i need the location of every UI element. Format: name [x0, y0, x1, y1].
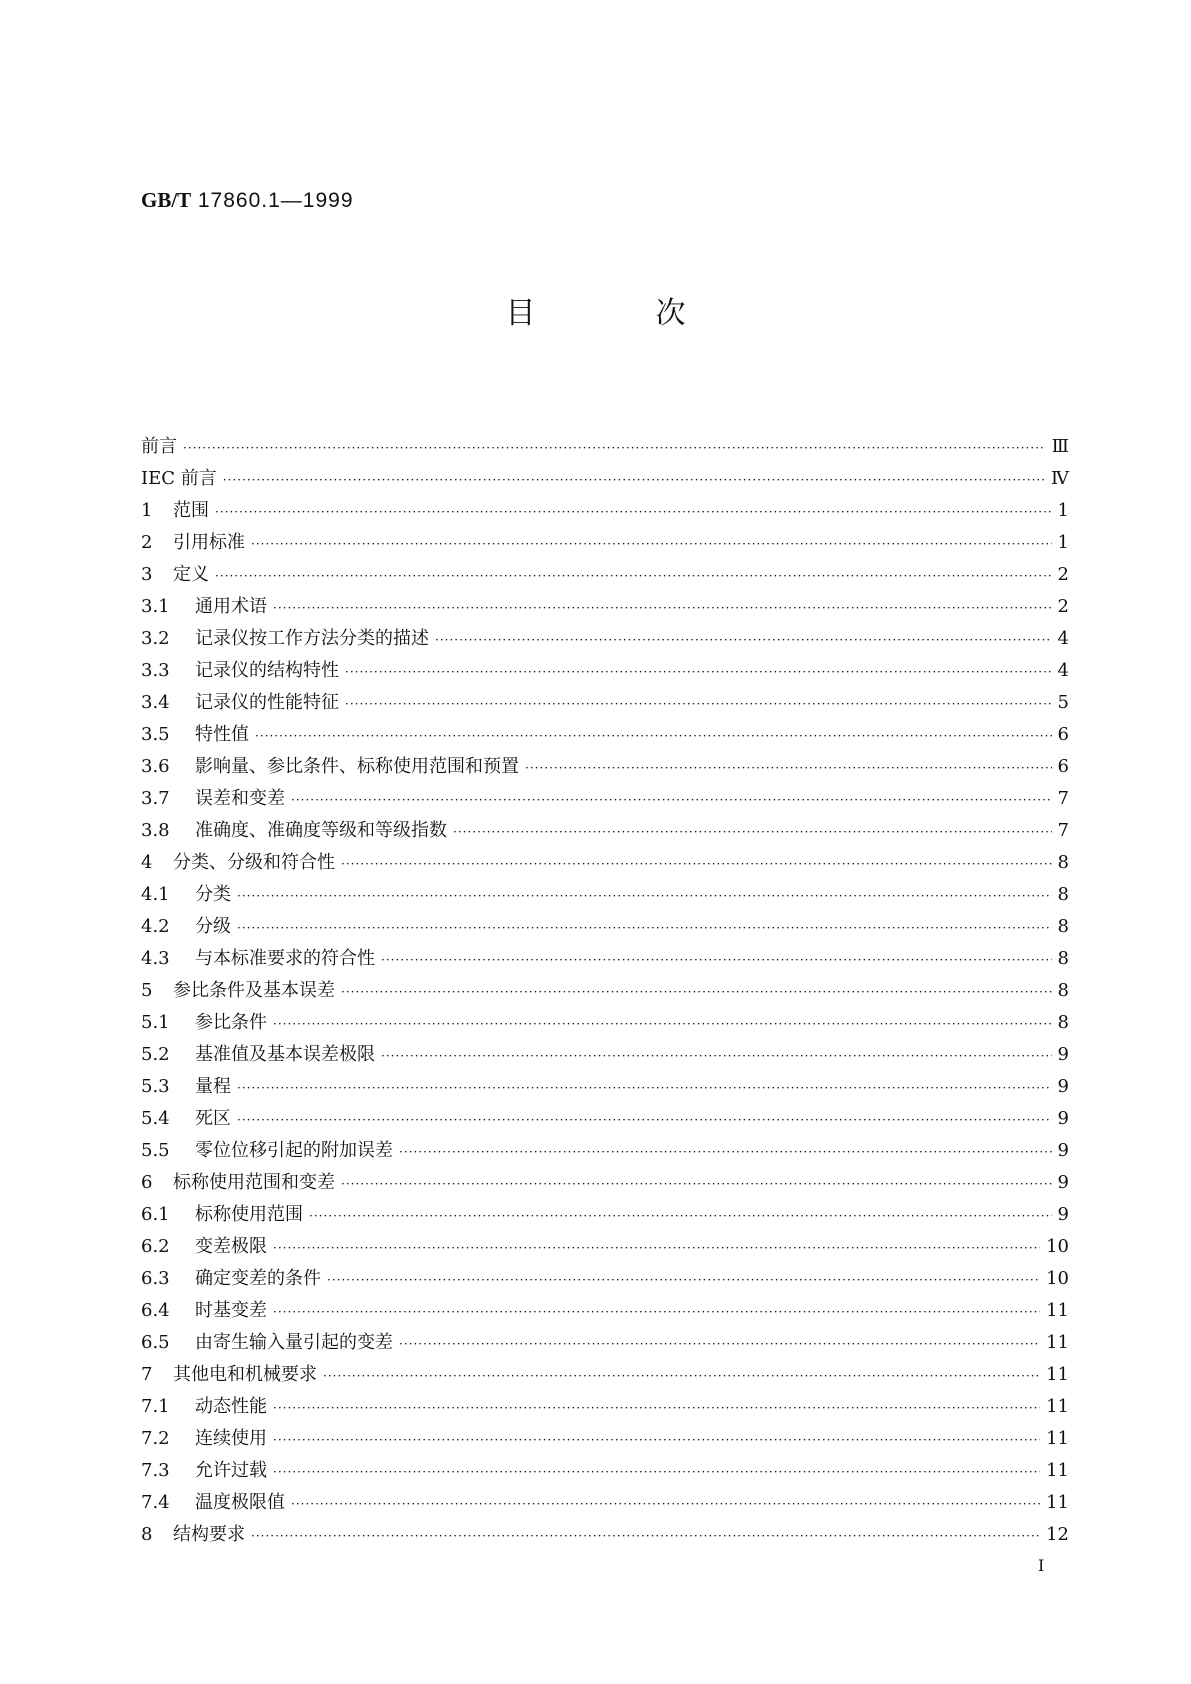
toc-entry-number: 7.2: [141, 1428, 170, 1449]
toc-entry-label: 引用标准: [173, 532, 245, 553]
toc-entry-label: 与本标准要求的符合性: [195, 948, 375, 969]
toc-entry-page: Ⅲ: [1051, 436, 1069, 457]
toc-entry-number: 5.1: [141, 1012, 170, 1033]
toc-entry-page: 12: [1046, 1524, 1069, 1545]
toc-entry[interactable]: [141, 1330, 1069, 1362]
toc-entry-page: 11: [1046, 1428, 1069, 1449]
toc-entry[interactable]: [141, 1394, 1069, 1426]
dot-leader: [273, 1427, 1040, 1453]
toc-entry-page: 11: [1046, 1492, 1069, 1513]
toc-entry-page: 4: [1057, 628, 1069, 649]
dot-leader: [341, 851, 1052, 877]
toc-entry-number: 5.4: [141, 1108, 170, 1129]
dot-leader: [273, 1299, 1040, 1325]
toc-entry[interactable]: [141, 914, 1069, 946]
toc-entry[interactable]: [141, 434, 1069, 466]
dot-leader: [525, 755, 1052, 781]
toc-entry-label: 连续使用: [195, 1428, 267, 1449]
standard-prefix: GB/T: [141, 188, 192, 212]
page-number: I: [1038, 1556, 1045, 1575]
toc-entry-number: 7.3: [141, 1460, 170, 1481]
dot-leader: [291, 787, 1052, 813]
toc-entry[interactable]: [141, 850, 1069, 882]
toc-entry-page: 9: [1057, 1044, 1069, 1065]
toc-entry-page: 9: [1057, 1172, 1069, 1193]
toc-entry-page: 8: [1057, 1012, 1069, 1033]
dot-leader: [237, 883, 1052, 909]
toc-entry-label: 记录仪的结构特性: [195, 660, 339, 681]
toc-entry-page: 11: [1046, 1460, 1069, 1481]
toc-entry[interactable]: [141, 690, 1069, 722]
toc-entry[interactable]: [141, 1490, 1069, 1522]
toc-entry-page: Ⅳ: [1051, 468, 1069, 489]
toc-entry-number: 3.1: [141, 596, 170, 617]
toc-entry-number: 6.4: [141, 1300, 170, 1321]
toc-entry-number: 3.4: [141, 692, 170, 713]
toc-entry-number: 6.1: [141, 1204, 170, 1225]
toc-entry[interactable]: [141, 1074, 1069, 1106]
toc-entry-page: 6: [1057, 756, 1069, 777]
toc-entry-page: 8: [1057, 948, 1069, 969]
dot-leader: [381, 1043, 1052, 1069]
toc-entry-page: 1: [1057, 532, 1069, 553]
toc-entry[interactable]: [141, 1234, 1069, 1266]
dot-leader: [251, 1523, 1040, 1549]
toc-entry-page: 11: [1046, 1332, 1069, 1353]
toc-entry-page: 5: [1057, 692, 1069, 713]
toc-entry-label: 量程: [195, 1076, 231, 1097]
toc-entry-label: 前言: [141, 436, 177, 457]
dot-leader: [345, 691, 1052, 717]
toc-entry[interactable]: [141, 1202, 1069, 1234]
toc-entry[interactable]: [141, 1266, 1069, 1298]
dot-leader: [323, 1363, 1040, 1389]
title-char: 次: [655, 296, 686, 331]
toc-entry[interactable]: [141, 466, 1069, 498]
toc-entry[interactable]: [141, 626, 1069, 658]
toc-entry-page: 10: [1046, 1268, 1069, 1289]
dot-leader: [341, 979, 1052, 1005]
toc-entry-number: 3.8: [141, 820, 170, 841]
dot-leader: [381, 947, 1052, 973]
toc-entry-label: 参比条件及基本误差: [173, 980, 335, 1001]
toc-entry[interactable]: [141, 1042, 1069, 1074]
dot-leader: [183, 435, 1046, 461]
dot-leader: [291, 1491, 1040, 1517]
toc-entry-page: 1: [1057, 500, 1069, 521]
toc-entry-number: 6.3: [141, 1268, 170, 1289]
toc-entry-label: 结构要求: [173, 1524, 245, 1545]
standard-code: [141, 188, 354, 213]
toc-entry[interactable]: [141, 1170, 1069, 1202]
dot-leader: [237, 1107, 1052, 1133]
toc-entry-number: 3.6: [141, 756, 170, 777]
dot-leader: [273, 1011, 1052, 1037]
dot-leader: [435, 627, 1052, 653]
toc-entry-label: 定义: [173, 564, 209, 585]
toc-entry-number: 4.3: [141, 948, 170, 969]
dot-leader: [273, 1235, 1040, 1261]
toc-entry[interactable]: [141, 754, 1069, 786]
toc-entry-page: 9: [1057, 1204, 1069, 1225]
toc-entry[interactable]: [141, 594, 1069, 626]
toc-entry-number: 6.2: [141, 1236, 170, 1257]
toc-entry-number: 5.5: [141, 1140, 170, 1161]
toc-entry-page: 7: [1057, 820, 1069, 841]
table-of-contents: [141, 434, 1069, 1554]
toc-entry[interactable]: [141, 1138, 1069, 1170]
toc-entry[interactable]: [141, 1362, 1069, 1394]
toc-entry-label: 范围: [173, 500, 209, 521]
title-char: 目: [505, 296, 536, 331]
toc-entry-page: 9: [1057, 1076, 1069, 1097]
toc-entry-number: 5: [141, 980, 153, 1001]
toc-entry-label: 标称使用范围: [195, 1204, 303, 1225]
dot-leader: [341, 1171, 1052, 1197]
toc-entry-number: 2: [141, 532, 153, 553]
dot-leader: [223, 467, 1045, 493]
toc-entry-page: 11: [1046, 1300, 1069, 1321]
toc-entry-label: 温度极限值: [195, 1492, 285, 1513]
page-title: [0, 288, 1191, 332]
toc-entry-label: 零位位移引起的附加误差: [195, 1140, 393, 1161]
toc-entry-label: 其他电和机械要求: [173, 1364, 317, 1385]
toc-entry-page: 8: [1057, 852, 1069, 873]
toc-entry-label: 影响量、参比条件、标称使用范围和预置: [195, 756, 519, 777]
toc-entry-number: 5.2: [141, 1044, 170, 1065]
toc-entry-page: 11: [1046, 1364, 1069, 1385]
dot-leader: [399, 1139, 1052, 1165]
toc-entry-label: 允许过载: [195, 1460, 267, 1481]
toc-entry-number: 1: [141, 500, 153, 521]
toc-entry-number: 3: [141, 564, 153, 585]
dot-leader: [215, 499, 1052, 525]
dot-leader: [453, 819, 1052, 845]
toc-entry[interactable]: [141, 1522, 1069, 1554]
toc-entry-page: 6: [1057, 724, 1069, 745]
dot-leader: [215, 563, 1052, 589]
toc-entry[interactable]: [141, 946, 1069, 978]
dot-leader: [237, 915, 1052, 941]
toc-entry-label: 确定变差的条件: [195, 1268, 321, 1289]
dot-leader: [327, 1267, 1040, 1293]
toc-entry-page: 4: [1057, 660, 1069, 681]
toc-entry-number: 7: [141, 1364, 153, 1385]
toc-entry-label: 标称使用范围和变差: [173, 1172, 335, 1193]
toc-entry[interactable]: [141, 818, 1069, 850]
toc-entry-number: 6.5: [141, 1332, 170, 1353]
dot-leader: [273, 595, 1052, 621]
toc-entry[interactable]: [141, 530, 1069, 562]
toc-entry-page: 8: [1057, 916, 1069, 937]
toc-entry[interactable]: [141, 786, 1069, 818]
toc-entry-number: 7.1: [141, 1396, 170, 1417]
toc-entry-page: 2: [1057, 596, 1069, 617]
toc-entry-label: 特性值: [195, 724, 249, 745]
toc-entry-label: IEC 前言: [141, 468, 217, 489]
toc-entry-page: 10: [1046, 1236, 1069, 1257]
toc-entry-label: 分级: [195, 916, 231, 937]
toc-entry-page: 9: [1057, 1140, 1069, 1161]
toc-entry-number: 3.2: [141, 628, 170, 649]
toc-entry-page: 2: [1057, 564, 1069, 585]
toc-entry[interactable]: [141, 1106, 1069, 1138]
toc-entry-number: 4.2: [141, 916, 170, 937]
dot-leader: [251, 531, 1052, 557]
toc-entry[interactable]: [141, 658, 1069, 690]
toc-entry-number: 7.4: [141, 1492, 170, 1513]
toc-entry-number: 3.7: [141, 788, 170, 809]
toc-entry-label: 死区: [195, 1108, 231, 1129]
toc-entry-label: 动态性能: [195, 1396, 267, 1417]
toc-entry-page: 8: [1057, 980, 1069, 1001]
dot-leader: [309, 1203, 1052, 1229]
toc-entry-page: 8: [1057, 884, 1069, 905]
toc-entry-page: 11: [1046, 1396, 1069, 1417]
toc-entry-label: 准确度、准确度等级和等级指数: [195, 820, 447, 841]
toc-entry-label: 通用术语: [195, 596, 267, 617]
toc-entry-number: 3.3: [141, 660, 170, 681]
dot-leader: [345, 659, 1052, 685]
toc-entry-number: 6: [141, 1172, 153, 1193]
toc-entry-label: 误差和变差: [195, 788, 285, 809]
toc-entry-number: 4: [141, 852, 153, 873]
toc-entry-label: 分类、分级和符合性: [173, 852, 335, 873]
toc-entry[interactable]: [141, 1010, 1069, 1042]
dot-leader: [399, 1331, 1040, 1357]
dot-leader: [255, 723, 1052, 749]
dot-leader: [273, 1459, 1040, 1485]
toc-entry[interactable]: [141, 1298, 1069, 1330]
dot-leader: [273, 1395, 1040, 1421]
toc-entry[interactable]: [141, 722, 1069, 754]
toc-entry-number: 3.5: [141, 724, 170, 745]
toc-entry-label: 由寄生输入量引起的变差: [195, 1332, 393, 1353]
toc-entry-label: 记录仪按工作方法分类的描述: [195, 628, 429, 649]
toc-entry-label: 参比条件: [195, 1012, 267, 1033]
toc-entry-number: 5.3: [141, 1076, 170, 1097]
dot-leader: [237, 1075, 1052, 1101]
toc-entry[interactable]: [141, 498, 1069, 530]
toc-entry-number: 4.1: [141, 884, 170, 905]
standard-number: 17860.1—1999: [197, 189, 354, 212]
toc-entry-number: 8: [141, 1524, 153, 1545]
toc-entry[interactable]: [141, 1458, 1069, 1490]
toc-entry[interactable]: [141, 978, 1069, 1010]
toc-entry-page: 9: [1057, 1108, 1069, 1129]
toc-entry-label: 变差极限: [195, 1236, 267, 1257]
toc-entry-label: 基准值及基本误差极限: [195, 1044, 375, 1065]
toc-entry-label: 时基变差: [195, 1300, 267, 1321]
toc-entry[interactable]: [141, 1426, 1069, 1458]
toc-entry[interactable]: [141, 882, 1069, 914]
toc-entry-label: 记录仪的性能特征: [195, 692, 339, 713]
toc-entry[interactable]: [141, 562, 1069, 594]
toc-entry-page: 7: [1057, 788, 1069, 809]
toc-entry-label: 分类: [195, 884, 231, 905]
